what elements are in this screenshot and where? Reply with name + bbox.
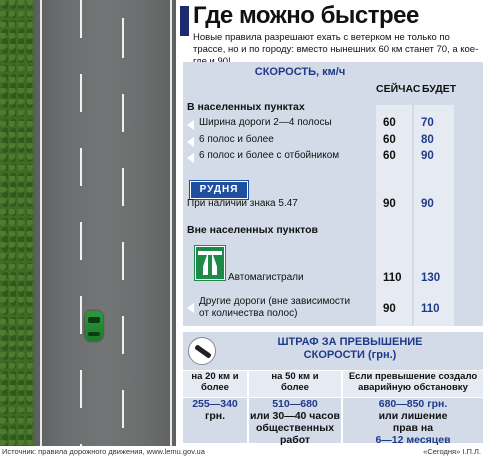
fines-title-2: СКОРОСТИ (грн.) bbox=[303, 349, 397, 361]
now-value: 60 bbox=[383, 150, 396, 162]
will-value: 80 bbox=[421, 134, 434, 146]
fine-head-line: Если превышение создало bbox=[348, 371, 478, 382]
pointer-icon bbox=[187, 120, 194, 130]
now-value: 90 bbox=[383, 303, 396, 315]
section-rural: Вне населенных пунктов bbox=[187, 224, 318, 236]
col-will-header: БУДЕТ bbox=[422, 83, 457, 95]
col-now-header: СЕЙЧАС bbox=[376, 83, 421, 95]
grass-strip bbox=[0, 0, 34, 446]
fine-value-1 bbox=[183, 398, 247, 443]
fine-head-line: на 50 км и bbox=[271, 371, 319, 382]
will-value: 90 bbox=[421, 150, 434, 162]
fine-text: работ bbox=[279, 434, 311, 446]
fines-title bbox=[250, 336, 450, 362]
row-motorway bbox=[183, 272, 483, 287]
sign-rudnya: РУДНЯ bbox=[190, 181, 248, 199]
fines-title-1: ШТРАФ ЗА ПРЕВЫШЕНИЕ bbox=[277, 336, 423, 348]
pointer-icon bbox=[187, 303, 194, 313]
section-urban: В населенных пунктах bbox=[187, 101, 305, 113]
fine-text: общественных bbox=[255, 422, 335, 434]
pointer-icon bbox=[187, 153, 194, 163]
fine-head-line: на 20 км и bbox=[191, 371, 239, 382]
fine-head-line: аварийную обстановку bbox=[358, 382, 468, 393]
fine-text: или 30—40 часов bbox=[250, 410, 340, 422]
row-label: 6 полос и более bbox=[199, 134, 274, 145]
row-urban-1 bbox=[183, 117, 483, 132]
now-value: 90 bbox=[383, 198, 396, 210]
row-sign-547 bbox=[183, 198, 483, 213]
will-value: 90 bbox=[421, 198, 434, 210]
fine-amount: 680—850 грн. bbox=[378, 398, 448, 410]
road-photo bbox=[0, 0, 176, 446]
fine-head-3 bbox=[343, 371, 483, 397]
title-accent-bar bbox=[180, 6, 189, 36]
car-rear-window bbox=[88, 332, 100, 336]
fine-text: грн. bbox=[204, 410, 226, 422]
speed-title: СКОРОСТЬ, км/ч bbox=[254, 66, 346, 78]
road-edge-right bbox=[170, 0, 172, 446]
fine-head-2 bbox=[249, 371, 341, 397]
now-value: 110 bbox=[383, 272, 402, 284]
fine-text: 6—12 месяцев bbox=[375, 434, 451, 446]
fine-head-1 bbox=[183, 371, 247, 397]
row-label: 6 полос и более с отбойником bbox=[199, 150, 340, 161]
row-urban-3 bbox=[183, 150, 483, 165]
row-label: Ширина дороги 2—4 полосы bbox=[199, 117, 332, 128]
lane-marking-2 bbox=[122, 0, 124, 446]
car-windshield bbox=[88, 317, 100, 323]
pointer-icon bbox=[187, 137, 194, 147]
speed-radar-icon bbox=[188, 337, 216, 365]
fine-value-3 bbox=[343, 398, 483, 446]
fine-amount: 510—680 bbox=[272, 398, 318, 410]
fine-amount: 255—340 bbox=[192, 398, 238, 410]
row-label-1: Другие дороги (вне зависимости bbox=[199, 296, 351, 307]
now-value: 60 bbox=[383, 117, 396, 129]
fine-value-2 bbox=[249, 398, 341, 446]
row-label: При наличии знака 5.47 bbox=[187, 198, 298, 209]
row-label-2: от количества полос) bbox=[199, 308, 298, 319]
green-car bbox=[85, 311, 103, 341]
lane-marking-1 bbox=[80, 0, 82, 446]
fine-head-line: более bbox=[201, 382, 229, 393]
road-edge-left bbox=[40, 0, 42, 446]
row-other-roads bbox=[183, 296, 483, 324]
will-value: 110 bbox=[421, 303, 440, 315]
asphalt bbox=[34, 0, 176, 446]
lead-text: Новые правила разрешают ехать с ветерком не только по трассе, но и по городу: вместо нынешних 60 км станет 70, а кое- bbox=[193, 32, 479, 55]
page-title: Где можно быстрее bbox=[193, 2, 419, 29]
row-urban-2 bbox=[183, 134, 483, 149]
fine-head-line: более bbox=[281, 382, 309, 393]
will-value: 70 bbox=[421, 117, 434, 129]
will-value: 130 bbox=[421, 272, 441, 284]
source-note: Источник: правила дорожного движения, www.lemu.gov.ua bbox=[2, 447, 205, 456]
fine-text: прав на bbox=[392, 422, 434, 434]
row-label: Автомагистрали bbox=[228, 272, 304, 283]
credit-note: «Сегодня» І.П.Л. bbox=[423, 447, 481, 456]
fine-text: или лишение bbox=[378, 410, 448, 422]
now-value: 60 bbox=[383, 134, 396, 146]
